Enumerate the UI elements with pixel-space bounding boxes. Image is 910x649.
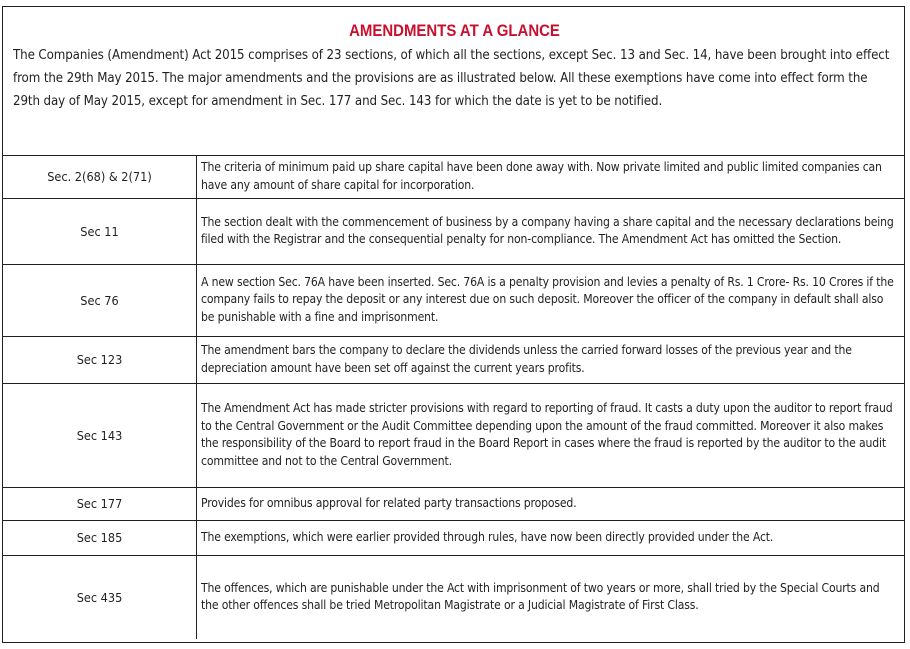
section-cell: Sec 143 [3, 383, 197, 487]
description-cell: A new section Sec. 76A have been inserted. Sec. 76A is a penalty provision and levies a penalty of Rs. 1 Crore- Rs. 10 Crores if the company fails to repay the deposit or any interest due on such deposit. Moreover the officer of the company in default shall also be punishable with a fine and imprisonment. [197, 264, 905, 336]
table-row [3, 487, 904, 520]
table-row [3, 383, 904, 487]
section-cell: Sec 185 [3, 520, 197, 555]
section-cell: Sec 435 [3, 555, 197, 639]
description-cell: The amendment bars the company to declare the dividends unless the carried forward losses of the previous year and the depreciation amount have been set off against the current years profits. [197, 336, 905, 383]
table-row [3, 156, 904, 198]
table-row [3, 336, 904, 383]
description-cell: The section dealt with the commencement of business by a company having a share capital and the necessary declarations being filed with the Registrar and the consequential penalty for non-compliance. The Amendment Act has omitted the Section. [197, 198, 905, 264]
description-cell: The criteria of minimum paid up share capital have been done away with. Now private limited and public limited companies can have any amount of share capital for incorporation. [197, 156, 905, 198]
section-cell: Sec 177 [3, 487, 197, 520]
table-row [3, 520, 904, 555]
section-cell: Sec 123 [3, 336, 197, 383]
section-cell: Sec. 2(68) & 2(71) [3, 156, 197, 198]
table-row [3, 198, 904, 264]
section-cell: Sec 11 [3, 198, 197, 264]
page-title: AMENDMENTS AT A GLANCE [349, 21, 560, 40]
section-cell: Sec 76 [3, 264, 197, 336]
amendments-box [2, 6, 905, 643]
amendments-table [3, 156, 904, 639]
intro-paragraph: The Companies (Amendment) Act 2015 comprises of 23 sections, of which all the sections, except Sec. 13 and Sec. 14, have been brought into effect from the 29th May 2015. The major amendments and the provisions are as illustrated below. All these exemptions have come into effect form the 29th day of May 2015, except for amendment in Sec. 177 and Sec. 143 for which the date is yet to be notified. [13, 48, 890, 109]
description-cell: Provides for omnibus approval for related party transactions proposed. [197, 487, 905, 520]
description-cell: The exemptions, which were earlier provided through rules, have now been directly provided under the Act. [197, 520, 905, 555]
table-row [3, 555, 904, 639]
description-cell: The offences, which are punishable under the Act with imprisonment of two years or more, shall tried by the Special Courts and the other offences shall be tried Metropolitan Magistrate or a Judicial Magistrate of First Class. [201, 580, 880, 613]
description-cell: The Amendment Act has made stricter provisions with regard to reporting of fraud. It casts a duty upon the auditor to report fraud to the Central Government or the Audit Committee depending upon the amount of the fraud committed. Moreover it also makes the responsibility of the Board to report fraud in the Board Report in cases where the fraud is reported by the auditor to the audit committee and not to the Central Government. [197, 383, 905, 487]
table-row [3, 264, 904, 336]
header-section [3, 7, 904, 156]
